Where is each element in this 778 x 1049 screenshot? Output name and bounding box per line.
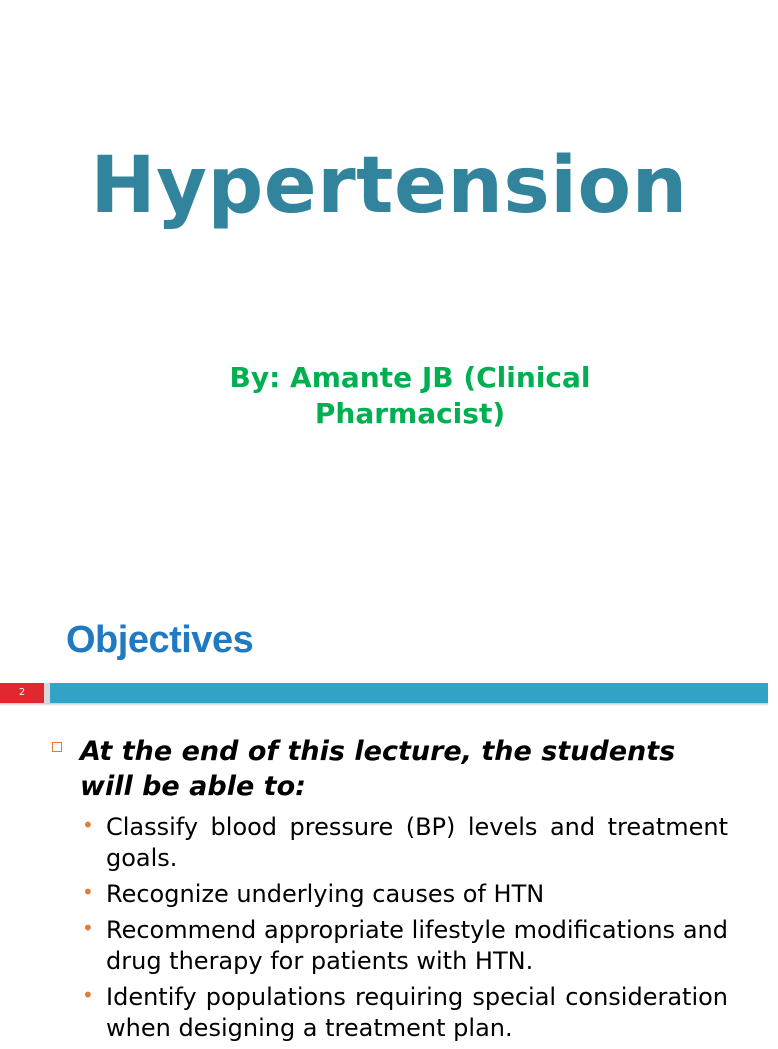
author-byline: By: Amante JB (Clinical Pharmacist) [229, 361, 591, 430]
slide-title: Hypertension [90, 141, 688, 231]
lead-paragraph [52, 734, 732, 804]
dot-bullet-icon: • [82, 983, 94, 1007]
slide-number-badge: 2 [0, 683, 44, 703]
bar-shadow [0, 703, 768, 706]
list-item-text: Identify populations requiring special consideration when designing a treatment plan. [106, 983, 728, 1042]
dot-bullet-icon: • [82, 916, 94, 940]
dot-bullet-icon: • [82, 880, 94, 904]
list-item-text: Recommend appropriate lifestyle modifications and drug therapy for patients with HTN. [106, 916, 728, 975]
objectives-heading: Objectives [66, 619, 254, 661]
dot-bullet-icon: • [82, 813, 94, 837]
list-item [82, 812, 728, 874]
list-item-text: Classify blood pressure (BP) levels and treatment goals. [106, 813, 728, 872]
list-item [82, 915, 728, 977]
square-bullet-icon [52, 742, 62, 752]
list-item [82, 982, 728, 1044]
list-item [82, 879, 728, 910]
objectives-list [82, 812, 728, 1049]
list-item-text: Recognize underlying causes of HTN [106, 880, 545, 908]
accent-bar [50, 683, 768, 703]
lead-text: At the end of this lecture, the students will be able to: [80, 736, 676, 802]
slide-header-bar [0, 683, 768, 705]
